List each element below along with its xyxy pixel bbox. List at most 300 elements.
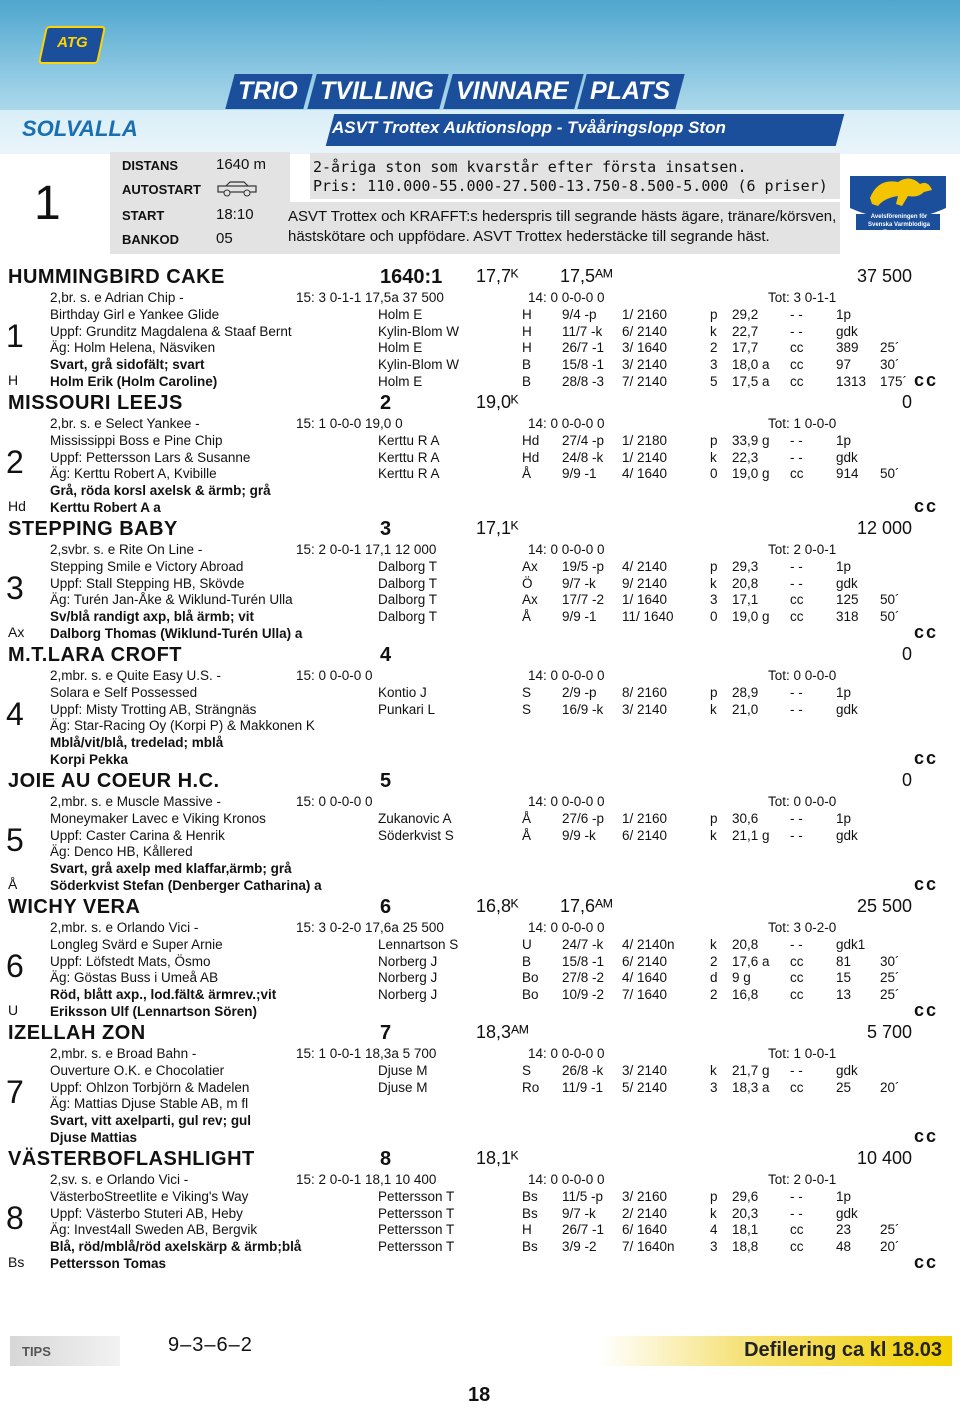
race-time: 30,6 xyxy=(732,810,759,826)
race-shoe-marks: - - xyxy=(790,1205,803,1221)
race-track: Bs xyxy=(522,1239,538,1255)
race-place-distance: 6/ 2140 xyxy=(622,827,668,843)
race-shoe-marks: cc xyxy=(790,592,804,608)
info-line: Blå, röd/mblå/röd axelskärp & ärmb;blå xyxy=(50,1239,302,1255)
stats-2014: 14: 0 0-0-0 0 xyxy=(528,416,605,431)
race-time: 21,0 xyxy=(732,701,759,717)
race-place-distance: 3/ 2160 xyxy=(622,1188,668,1204)
race-place-distance: 1/ 2160 xyxy=(622,306,668,322)
shoe-marks: cc xyxy=(914,1000,939,1020)
race-time: 18,0 a xyxy=(732,357,770,373)
shoe-code: U xyxy=(8,1002,19,1018)
race-date: 19/5 -p xyxy=(562,558,605,574)
post-position: 7 xyxy=(380,1022,392,1044)
race-driver: Norberg J xyxy=(378,970,438,986)
race-time: 19,0 g xyxy=(732,609,770,625)
horse-record-auto: 17,6ᴬᴹ xyxy=(560,896,613,916)
race-prize: 50´ xyxy=(880,592,900,608)
race-odds: 13 xyxy=(836,987,852,1003)
stats-2014: 14: 0 0-0-0 0 xyxy=(528,794,605,809)
race-driver: Punkari L xyxy=(378,701,436,717)
race-driver: Dalborg T xyxy=(378,575,438,591)
race-time: 21,1 g xyxy=(732,827,770,843)
info-line: Sv/blå randigt axp, blå ärmb; vit xyxy=(50,609,255,625)
post-position: 4 xyxy=(380,644,392,666)
race-prize: 175´ xyxy=(880,374,908,389)
race-time: 21,7 g xyxy=(732,1062,770,1078)
start-time-label: START xyxy=(122,208,165,223)
post-position: 3 xyxy=(380,518,392,540)
race-date: 26/7 -1 xyxy=(562,340,605,356)
race-shoe-marks: cc xyxy=(790,340,804,356)
race-placing: k xyxy=(710,1205,717,1221)
post-position: 8 xyxy=(380,1148,392,1170)
race-driver: Kerttu R A xyxy=(378,432,440,448)
race-shoe-marks: cc xyxy=(790,357,804,373)
stats-2015: 15: 0 0-0-0 0 xyxy=(296,794,373,809)
race-driver: Dalborg T xyxy=(378,609,438,625)
post-position: 6 xyxy=(380,896,392,918)
race-odds: gdk xyxy=(836,323,858,339)
race-placing: k xyxy=(710,1062,717,1078)
race-odds: 318 xyxy=(836,609,859,625)
race-shoe-marks: cc xyxy=(790,1079,804,1095)
bet-type-label: TRIO xyxy=(238,77,298,105)
race-placing: 3 xyxy=(710,1079,718,1095)
race-time: 29,6 xyxy=(732,1188,759,1204)
race-odds: 23 xyxy=(836,1222,852,1238)
stats-2015: 15: 1 0-0-1 18,3a 5 700 xyxy=(296,1046,437,1061)
race-time: 22,3 xyxy=(732,449,759,465)
race-track: S xyxy=(522,684,532,700)
race-place-distance: 1/ 2180 xyxy=(622,432,668,448)
tips-badge xyxy=(10,1336,120,1366)
start-number: 8 xyxy=(6,1200,24,1236)
race-track: Hd xyxy=(522,449,540,465)
race-driver: Dalborg T xyxy=(378,592,438,608)
race-date: 9/7 -k xyxy=(562,575,596,591)
race-prize: 30´ xyxy=(880,953,900,969)
race-prize: 50´ xyxy=(880,609,900,625)
stats-2015: 15: 0 0-0-0 0 xyxy=(296,668,373,683)
race-shoe-marks: - - xyxy=(790,827,803,843)
race-shoe-marks: cc xyxy=(790,609,804,625)
race-place-distance: 1/ 1640 xyxy=(622,592,668,608)
race-time: 17,7 xyxy=(732,340,759,356)
race-date: 9/9 -k xyxy=(562,827,596,843)
info-line: Äg: Göstas Buss i Umeå AB xyxy=(50,970,219,986)
race-place-distance: 4/ 1640 xyxy=(622,970,668,986)
race-date: 9/7 -k xyxy=(562,1205,596,1221)
race-prize: 25´ xyxy=(880,340,900,356)
prize-line-1: ASVT Trottex och KRAFFT:s hederspris till segrande hästs ägare, tränare/körsven, xyxy=(288,208,837,225)
prize-line-2: hästskötare och uppfödare. ASVT Trottex hederstäcke till segrande häst. xyxy=(288,228,770,245)
stats-2014: 14: 0 0-0-0 0 xyxy=(528,290,605,305)
race-date: 10/9 -2 xyxy=(562,987,605,1003)
race-shoe-marks: cc xyxy=(790,1239,804,1255)
honor-prize xyxy=(285,202,840,254)
info-line: Kerttu Robert A a xyxy=(50,500,161,515)
race-placing: p xyxy=(710,684,718,700)
info-line: 2,br. s. e Adrian Chip - xyxy=(50,290,184,305)
info-line: 2,mbr. s. e Orlando Vici - xyxy=(50,920,199,935)
race-shoe-marks: - - xyxy=(790,449,803,465)
stats-2014: 14: 0 0-0-0 0 xyxy=(528,920,605,935)
info-line: Djuse Mattias xyxy=(50,1130,138,1145)
race-place-distance: 3/ 2140 xyxy=(622,1062,668,1078)
race-odds: 389 xyxy=(836,340,859,356)
race-placing: 3 xyxy=(710,592,718,608)
race-odds: gdk xyxy=(836,1062,858,1078)
info-line: Eriksson Ulf (Lennartson Sören) xyxy=(50,1004,258,1019)
race-place-distance: 1/ 2160 xyxy=(622,810,668,826)
stats-total: Tot: 1 0-0-1 xyxy=(768,1046,837,1061)
race-date: 11/9 -1 xyxy=(562,1079,604,1095)
conditions-text: 2-åriga ston som kvarstår efter första insatsen. xyxy=(313,158,747,176)
info-line: Ouverture O.K. e Chocolatier xyxy=(50,1062,225,1078)
race-track: Ro xyxy=(522,1079,540,1095)
race-odds: 914 xyxy=(836,466,859,482)
info-line: Uppf: Pettersson Lars & Susanne xyxy=(50,449,251,465)
info-line: Uppf: Misty Trotting AB, Strängnäs xyxy=(50,701,257,717)
bet-type-plats xyxy=(577,74,684,109)
race-placing: 2 xyxy=(710,987,718,1003)
race-placing: 3 xyxy=(710,1239,718,1255)
race-place-distance: 7/ 1640n xyxy=(622,1239,675,1255)
info-line: Mississippi Boss e Pine Chip xyxy=(50,432,223,448)
race-driver: Kerttu R A xyxy=(378,466,440,482)
stats-2014: 14: 0 0-0-0 0 xyxy=(528,1046,605,1061)
stats-total: Tot: 2 0-0-1 xyxy=(768,1172,837,1187)
race-date: 24/8 -k xyxy=(562,449,604,465)
horse-record: 17,1ᴷ xyxy=(476,518,519,538)
race-place-distance: 4/ 2140n xyxy=(622,936,675,952)
post-position: 1640:1 xyxy=(380,266,443,288)
race-date: 26/8 -k xyxy=(562,1062,604,1078)
race-placing: k xyxy=(710,575,717,591)
horse-record: 17,7ᴷ xyxy=(476,266,519,286)
race-odds: 25 xyxy=(836,1079,852,1095)
race-driver: Dalborg T xyxy=(378,558,438,574)
race-track: Ö xyxy=(522,575,533,591)
race-track: U xyxy=(522,936,532,952)
race-place-distance: 4/ 2140 xyxy=(622,558,668,574)
race-time: 20,3 xyxy=(732,1205,759,1221)
race-shoe-marks: - - xyxy=(790,323,803,339)
info-line: Äg: Mattias Djuse Stable AB, m fl xyxy=(50,1096,249,1112)
race-placing: k xyxy=(710,936,717,952)
asvt-emblem xyxy=(848,168,948,236)
stats-2014: 14: 0 0-0-0 0 xyxy=(528,1172,605,1187)
info-line: Uppf: Stall Stepping HB, Skövde xyxy=(50,575,245,591)
race-odds: 15 xyxy=(836,970,852,986)
race-shoe-marks: cc xyxy=(790,1222,804,1238)
race-date: 27/6 -p xyxy=(562,810,605,826)
race-date: 15/8 -1 xyxy=(562,953,605,969)
atg-logo xyxy=(38,26,106,64)
shoe-marks: cc xyxy=(914,370,939,390)
info-line: Äg: Kerttu Robert A, Kvibille xyxy=(50,466,217,482)
race-shoe-marks: - - xyxy=(790,432,803,448)
race-track: Bo xyxy=(522,970,539,986)
stats-total: Tot: 0 0-0-0 xyxy=(768,794,837,809)
race-conditions xyxy=(310,153,840,199)
race-date: 9/9 -1 xyxy=(562,609,597,625)
race-date: 27/4 -p xyxy=(562,432,605,448)
post-position: 2 xyxy=(380,392,392,414)
horse-earnings: 10 400 xyxy=(856,1148,912,1168)
info-line: Äg: Turén Jan-Åke & Wiklund-Turén Ulla xyxy=(50,592,293,608)
race-placing: p xyxy=(710,1188,718,1204)
start-number: 3 xyxy=(6,570,24,606)
race-number: 1 xyxy=(34,177,61,230)
race-time: 18,3 a xyxy=(732,1079,770,1095)
info-line: 2,sv. s. e Orlando Vici - xyxy=(50,1172,189,1187)
race-date: 27/8 -2 xyxy=(562,970,605,986)
race-place-distance: 4/ 1640 xyxy=(622,466,668,482)
page-number: 18 xyxy=(468,1384,491,1406)
race-placing: k xyxy=(710,323,717,339)
race-placing: 2 xyxy=(710,953,718,969)
horse-name: JOIE AU COEUR H.C. xyxy=(8,770,220,792)
info-line: 2,mbr. s. e Broad Bahn - xyxy=(50,1046,197,1061)
bet-type-label: PLATS xyxy=(590,77,671,105)
info-line: 2,svbr. s. e Rite On Line - xyxy=(50,542,203,557)
info-line: Svart, grå axelp med klaffar,ärmb; grå xyxy=(50,861,292,877)
info-line: Söderkvist Stefan (Denberger Catharina) a xyxy=(50,878,322,893)
horse-name: WICHY VERA xyxy=(8,896,141,918)
race-shoe-marks: - - xyxy=(790,1062,803,1078)
race-placing: 5 xyxy=(710,374,718,389)
race-shoe-marks: cc xyxy=(790,970,804,986)
start-number: 5 xyxy=(6,822,24,858)
purse-text: Pris: 110.000-55.000-27.500-13.750-8.500-5.000 (6 priser) xyxy=(313,177,828,195)
race-placing: 2 xyxy=(710,340,718,356)
race-shoe-marks: cc xyxy=(790,374,804,389)
race-track: Bo xyxy=(522,987,539,1003)
horse-earnings: 37 500 xyxy=(856,266,912,286)
race-placing: p xyxy=(710,558,718,574)
info-line: Mblå/vit/blå, tredelad; mblå xyxy=(50,735,224,751)
race-date: 2/9 -p xyxy=(562,684,597,700)
race-shoe-marks: cc xyxy=(790,987,804,1003)
race-track: Ax xyxy=(522,592,538,608)
race-driver: Djuse M xyxy=(378,1079,428,1095)
horse-earnings: 25 500 xyxy=(856,896,912,916)
race-odds: 48 xyxy=(836,1239,852,1255)
race-driver: Kylin-Blom W xyxy=(378,323,460,339)
bankod-value: 05 xyxy=(216,230,233,247)
race-track: S xyxy=(522,1062,532,1078)
info-line: 2,mbr. s. e Quite Easy U.S. - xyxy=(50,668,222,683)
race-prize: 30´ xyxy=(880,357,900,373)
emblem-text: Avelsföreningen för Svenska Varmblodiga Travhästen xyxy=(867,214,931,236)
race-date: 9/4 -p xyxy=(562,306,597,322)
stats-total: Tot: 1 0-0-0 xyxy=(768,416,837,431)
start-type-label: AUTOSTART xyxy=(122,182,201,197)
race-date: 26/7 -1 xyxy=(562,1222,605,1238)
race-odds: 125 xyxy=(836,592,859,608)
race-driver: Holm E xyxy=(378,374,423,389)
race-prize: 25´ xyxy=(880,1222,900,1238)
race-driver: Holm E xyxy=(378,340,423,356)
race-place-distance: 6/ 1640 xyxy=(622,1222,668,1238)
race-driver: Pettersson T xyxy=(378,1205,455,1221)
race-odds: gdk xyxy=(836,1205,858,1221)
race-track: Bs xyxy=(522,1205,538,1221)
race-shoe-marks: cc xyxy=(790,466,804,482)
shoe-marks: cc xyxy=(914,1126,939,1146)
race-shoe-marks: - - xyxy=(790,558,803,574)
horse-record: 18,3ᴬᴹ xyxy=(476,1022,529,1042)
race-time: 29,3 xyxy=(732,558,759,574)
info-line: Uppf: Grunditz Magdalena & Staaf Bernt xyxy=(50,323,292,339)
race-odds: 97 xyxy=(836,357,852,373)
info-line: Longleg Svärd e Super Arnie xyxy=(50,936,223,952)
race-shoe-marks: - - xyxy=(790,936,803,952)
race-driver: Kontio J xyxy=(378,684,427,700)
race-placing: 0 xyxy=(710,466,718,482)
race-placing: k xyxy=(710,827,717,843)
bet-type-tvilling xyxy=(307,74,448,109)
bankod-label: BANKOD xyxy=(122,232,180,247)
race-driver: Pettersson T xyxy=(378,1239,455,1255)
race-time: 29,2 xyxy=(732,306,759,322)
race-prize: 20´ xyxy=(880,1239,900,1255)
distance-label: DISTANS xyxy=(122,158,179,173)
bet-type-label: VINNARE xyxy=(455,77,569,105)
race-odds: 1p xyxy=(836,1188,852,1204)
race-track: Ax xyxy=(522,558,538,574)
shoe-code: Ax xyxy=(8,624,25,640)
horse-record: 16,8ᴷ xyxy=(476,896,519,916)
race-odds: gdk xyxy=(836,827,858,843)
race-driver: Zukanovic A xyxy=(378,810,452,826)
race-place-distance: 8/ 2160 xyxy=(622,684,668,700)
info-line: Äg: Holm Helena, Näsviken xyxy=(50,340,216,356)
race-shoe-marks: - - xyxy=(790,810,803,826)
race-time: 20,8 xyxy=(732,936,759,952)
logo-text: ATG xyxy=(57,34,88,51)
shoe-marks: cc xyxy=(914,874,939,894)
shoe-marks: cc xyxy=(914,748,939,768)
start-number: 1 xyxy=(6,318,24,354)
shoe-marks: cc xyxy=(914,1252,939,1272)
race-time: 18,8 xyxy=(732,1239,759,1255)
stats-total: Tot: 3 0-1-1 xyxy=(768,290,837,305)
race-placing: 4 xyxy=(710,1222,718,1238)
race-place-distance: 3/ 2140 xyxy=(622,701,668,717)
race-shoe-marks: - - xyxy=(790,684,803,700)
bet-type-trio xyxy=(225,74,312,109)
race-driver: Pettersson T xyxy=(378,1188,455,1204)
stats-2015: 15: 3 0-1-1 17,5a 37 500 xyxy=(296,290,444,305)
stats-2015: 15: 2 0-0-1 17,1 12 000 xyxy=(296,542,437,557)
info-line: Uppf: Caster Carina & Henrik xyxy=(50,827,225,843)
horse-earnings: 12 000 xyxy=(856,518,912,538)
race-shoe-marks: - - xyxy=(790,1188,803,1204)
race-track: Å xyxy=(522,827,532,843)
race-time: 17,6 a xyxy=(732,953,770,969)
shoe-code: Hd xyxy=(8,498,26,514)
race-time: 28,9 xyxy=(732,684,759,700)
horse-earnings: 0 xyxy=(901,644,912,664)
stats-total: Tot: 3 0-2-0 xyxy=(768,920,837,935)
horse-name: IZELLAH ZON xyxy=(8,1022,146,1044)
race-time: 19,0 g xyxy=(732,466,770,482)
horse-name: STEPPING BABY xyxy=(8,518,178,540)
race-odds: 1p xyxy=(836,432,852,448)
info-line: Äg: Denco HB, Kållered xyxy=(50,844,193,860)
race-prize: 20´ xyxy=(880,1079,900,1095)
info-line: Äg: Star-Racing Oy (Korpi P) & Makkonen K xyxy=(50,718,315,734)
race-driver: Holm E xyxy=(378,306,423,322)
stats-2015: 15: 2 0-0-1 18,1 10 400 xyxy=(296,1172,437,1187)
post-position: 5 xyxy=(380,770,392,792)
race-placing: p xyxy=(710,306,718,322)
info-line: Svart, grå sidofält; svart xyxy=(50,357,205,373)
track-name: SOLVALLA xyxy=(22,116,138,141)
start-time-value: 18:10 xyxy=(216,206,254,223)
shoe-marks: cc xyxy=(914,622,939,642)
race-time: 16,8 xyxy=(732,987,759,1003)
race-track: H xyxy=(522,1222,532,1238)
info-line: Svart, vitt axelparti, gul rev; gul xyxy=(50,1113,252,1129)
race-date: 28/8 -3 xyxy=(562,374,605,389)
race-placing: 0 xyxy=(710,609,718,625)
race-shoe-marks: - - xyxy=(790,701,803,717)
info-line: 2,br. s. e Select Yankee - xyxy=(50,416,200,431)
info-line: Röd, blått axp., lod.fält& ärmrev.;vit xyxy=(50,987,277,1003)
info-line: Moneymaker Lavec e Viking Kronos xyxy=(50,810,266,826)
horse-name: VÄSTERBOFLASHLIGHT xyxy=(8,1148,255,1170)
info-line: Uppf: Ohlzon Torbjörn & Madelen xyxy=(50,1079,250,1095)
horse-name: M.T.LARA CROFT xyxy=(8,644,183,666)
race-track: H xyxy=(522,340,532,356)
race-odds: 1p xyxy=(836,684,852,700)
horse-name: MISSOURI LEEJS xyxy=(8,392,183,414)
info-line: 2,mbr. s. e Muscle Massive - xyxy=(50,794,222,809)
race-odds: gdk xyxy=(836,575,858,591)
race-driver: Norberg J xyxy=(378,953,438,969)
race-driver: Pettersson T xyxy=(378,1222,455,1238)
race-shoe-marks: cc xyxy=(790,953,804,969)
horse-earnings: 0 xyxy=(901,392,912,412)
info-line: Korpi Pekka xyxy=(50,752,129,767)
start-number: 4 xyxy=(6,696,24,732)
race-odds: 1p xyxy=(836,810,852,826)
stats-total: Tot: 2 0-0-1 xyxy=(768,542,837,557)
race-date: 17/7 -2 xyxy=(562,592,605,608)
race-prize: 25´ xyxy=(880,970,900,986)
race-place-distance: 7/ 1640 xyxy=(622,987,668,1003)
bet-types xyxy=(230,74,700,114)
stats-2014: 14: 0 0-0-0 0 xyxy=(528,668,605,683)
race-info-table xyxy=(110,152,290,254)
race-placing: 3 xyxy=(710,357,718,373)
start-number: 7 xyxy=(6,1074,24,1110)
race-track: Å xyxy=(522,466,532,482)
race-track: S xyxy=(522,701,532,717)
horse-earnings: 5 700 xyxy=(866,1022,912,1042)
race-place-distance: 3/ 2140 xyxy=(622,357,668,373)
race-date: 16/9 -k xyxy=(562,701,604,717)
car-icon xyxy=(216,181,260,202)
race-place-distance: 5/ 2140 xyxy=(622,1079,668,1095)
race-placing: k xyxy=(710,449,717,465)
info-line: Uppf: Västerbo Stuteri AB, Heby xyxy=(50,1205,243,1221)
race-time: 20,8 xyxy=(732,575,759,591)
